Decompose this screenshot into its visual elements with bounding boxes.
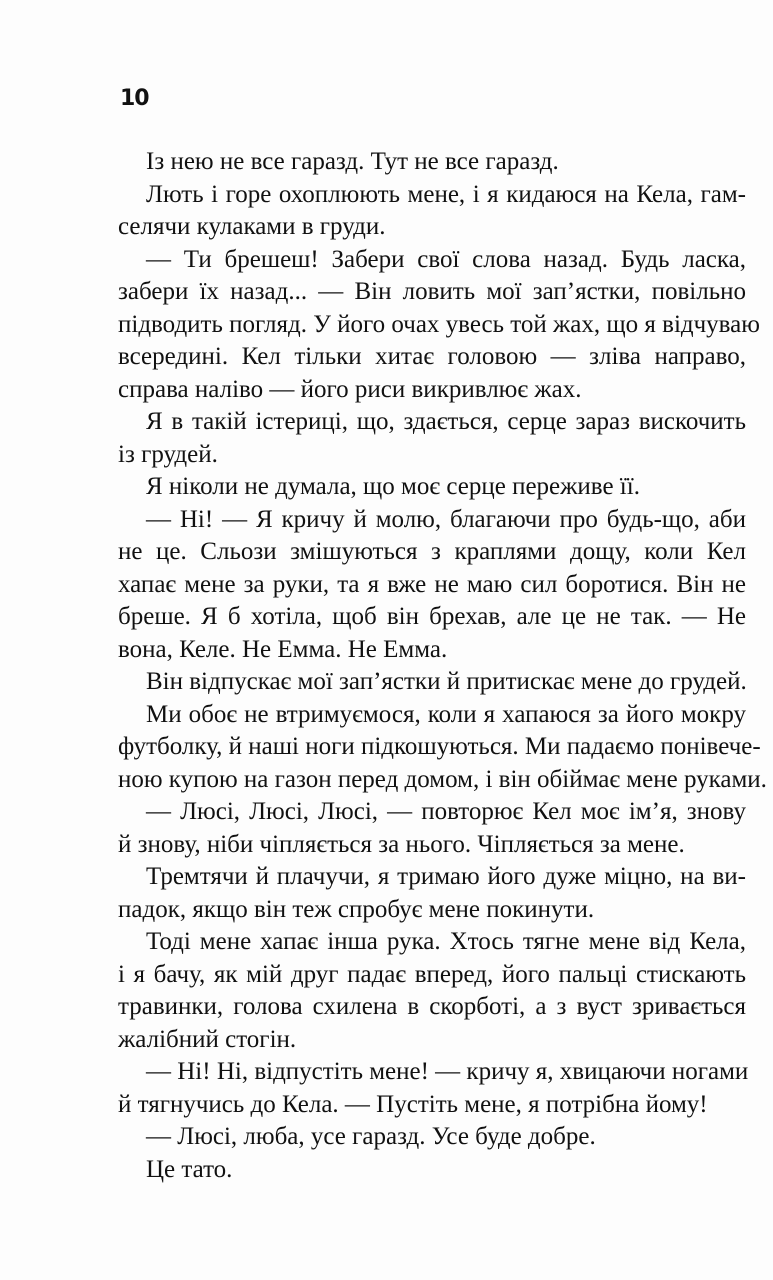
text-line: Ми обоє не втримуємося, коли я хапаюся за його мокру [146,700,746,728]
text-line: вона, Келе. Не Емма. Не Емма. [118,635,448,663]
text-line: Тремтячи й плачучи, я тримаю його дуже міцно, на ви- [146,863,746,890]
text-line: забери їх назад... — Він ловить мої зап’ястки, повільно [118,278,746,305]
text-line: й знову, ніби чіпляється за нього. Чіпляється за мене. [118,830,685,858]
text-line: справа наліво — його риси викривлює жах. [118,375,582,403]
text-line: Я в такій істериці, що, здається, серце зараз вискочить [146,408,746,435]
body-text [118,146,767,1186]
text-line: футболку, й наші ноги підкошуються. Ми падаємо понівече- [118,733,761,760]
text-line: Тоді мене хапає інша рука. Хтось тягне мене від Кела, [146,928,746,955]
text-line: — Ти брешеш! Забери свої слова назад. Будь ласка, [146,245,746,273]
text-line: Із нею не все гаразд. Тут не все гаразд. [146,148,559,175]
text-line: Я ніколи не думала, що моє серце переживе її. [146,473,640,500]
text-line: й тягнучись до Кела. — Пустіть мене, я потрібна йому! [118,1090,708,1118]
page-number: 10 [120,86,149,111]
text-line: падок, якщо він теж спробує мене покинути. [118,895,595,923]
text-line: підводить погляд. У його очах увесь той жах, що я відчуваю [118,310,760,338]
text-line: жалібний стогін. [118,1025,297,1053]
text-line: — Ні! Ні, відпустіть мене! — кричу я, хвицаючи ногами [146,1058,749,1085]
text-line: всередині. Кел тільки хитає головою — зліва направо, [118,343,746,370]
text-line: Лють і горе охоплюють мене, і я кидаюся на Кела, гам- [146,180,746,208]
text-line: бреше. Я б хотіла, щоб він брехав, але це не так. — Не [118,603,746,630]
text-line: не це. Сльози змішуються з краплями дощу, коли Кел [118,538,746,565]
text-line: і я бачу, як мій друг падає вперед, його пальці стискають [118,960,746,988]
text-line: Це тато. [146,1155,233,1183]
text-line: — Люсі, Люсі, Люсі, — повторює Кел моє ім’я, знову [146,798,746,825]
text-line: селячи кулаками в груди. [118,213,386,240]
text-line: — Ні! — Я кричу й молю, благаючи про будь-що, аби [146,505,746,533]
text-line: хапає мене за руки, та я вже не маю сил боротися. Він не [118,570,746,598]
text-line: із грудей. [118,440,218,468]
text-line: — Люсі, люба, усе гаразд. Усе буде добре. [146,1123,596,1150]
text-line: ною купою на газон перед домом, і він обіймає мене руками. [118,765,767,793]
text-line: Він відпускає мої зап’ястки й притискає мене до грудей. [146,668,747,695]
text-line: травинки, голова схилена в скорботі, а з вуст зривається [118,993,746,1020]
